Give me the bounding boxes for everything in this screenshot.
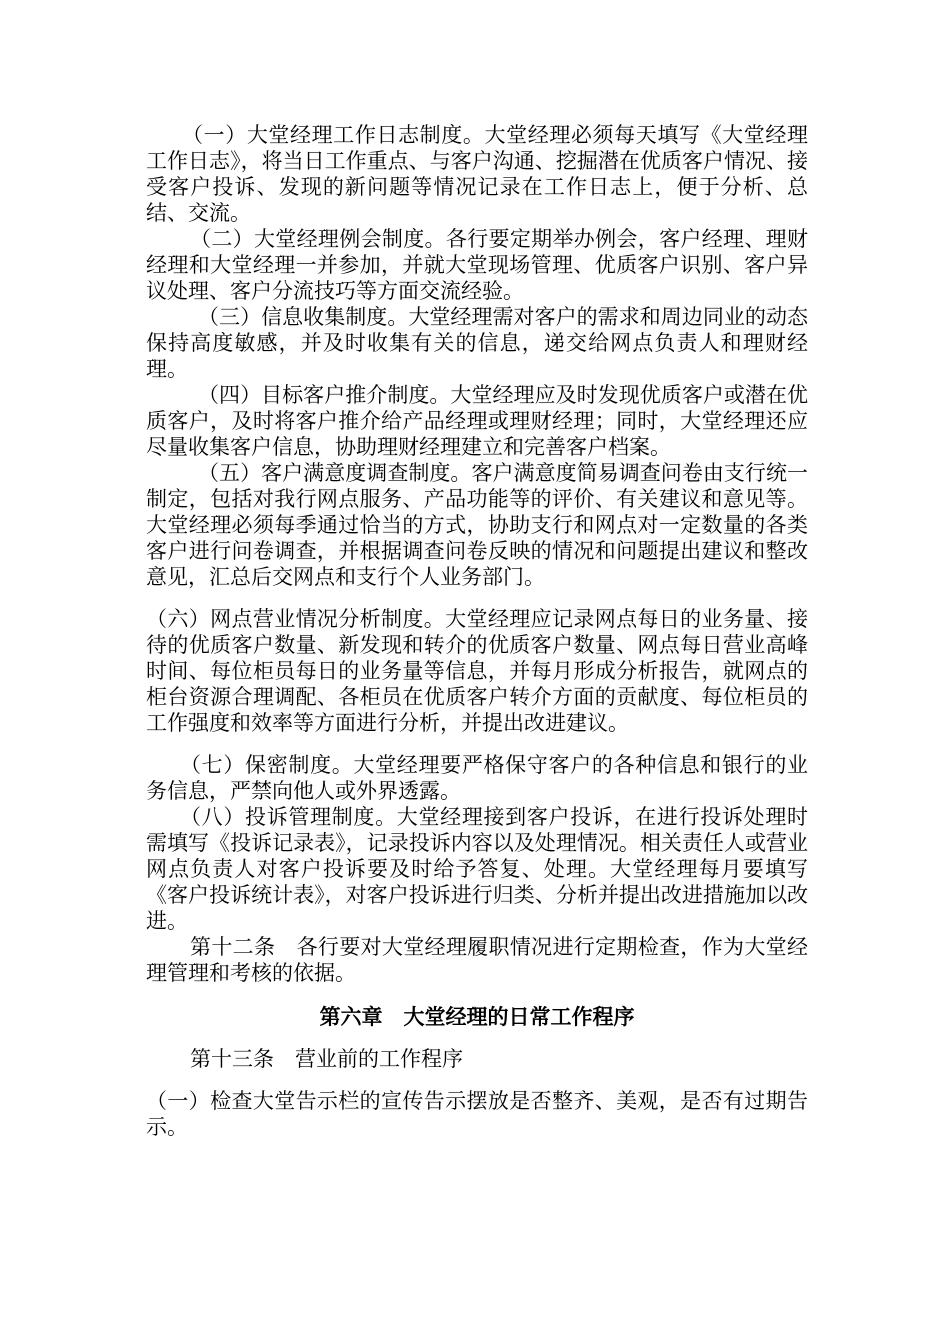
paragraph-business-analysis: （六）网点营业情况分析制度。大堂经理应记录网点每日的业务量、接待的优质客户数量、新发现和转介的优质客户数量、网点每日营业高峰时间、每位柜员每日的业务量等信息，并每月形成分析报告，就网点的柜台资源合理调配、各柜员在优质客户转介方面的贡献度、每位柜员的工作强度和效率等方面进行分析，并提出改进建议。 [146, 607, 808, 735]
paragraph-meeting: （二）大堂经理例会制度。各行要定期举办例会，客户经理、理财经理和大堂经理一并参加，并就大堂现场管理、优质客户识别、客户异议处理、客户分流技巧等方面交流经验。 [146, 227, 808, 303]
paragraph-check-bulletin: （一）检查大堂告示栏的宣传告示摆放是否整齐、美观，是否有过期告示。 [146, 1089, 808, 1139]
paragraph-target-client: （四）目标客户推介制度。大堂经理应及时发现优质客户或潜在优质客户，及时将客户推介给产品经理或理财经理；同时，大堂经理还应尽量收集客户信息，协助理财经理建立和完善客户档案。 [146, 383, 808, 459]
article-13-title: 第十三条 营业前的工作程序 [190, 1047, 463, 1071]
paragraph-confidentiality: （七）保密制度。大堂经理要严格保守客户的各种信息和银行的业务信息，严禁向他人或外界透露。 [146, 753, 808, 803]
paragraph-satisfaction-survey: （五）客户满意度调查制度。客户满意度简易调查问卷由支行统一制定，包括对我行网点服务、产品功能等的评价、有关建议和意见等。大堂经理必须每季通过恰当的方式，协助支行和网点对一定数量的各类客户进行问卷调查，并根据调查问卷反映的情况和问题提出建议和整改意见，汇总后交网点和支行个人业务部门。 [146, 461, 808, 589]
document-page [146, 122, 808, 1140]
paragraph-work-log: （一）大堂经理工作日志制度。大堂经理必须每天填写《大堂经理工作日志》，将当日工作重点、与客户沟通、挖掘潜在优质客户情况、接受客户投诉、发现的新问题等情况记录在工作日志上，便于分析、总结、交流。 [146, 123, 808, 225]
paragraph-article-12: 第十二条 各行要对大堂经理履职情况进行定期检查，作为大堂经理管理和考核的依据。 [146, 935, 808, 985]
paragraph-info-collection: （三）信息收集制度。大堂经理需对客户的需求和周边同业的动态保持高度敏感，并及时收集有关的信息，递交给网点负责人和理财经理。 [146, 305, 808, 381]
chapter-heading: 第六章 大堂经理的日常工作程序 [319, 1005, 635, 1029]
paragraph-complaint-management: （八）投诉管理制度。大堂经理接到客户投诉，在进行投诉处理时需填写《投诉记录表》，记录投诉内容以及处理情况。相关责任人或营业网点负责人对客户投诉要及时给予答复、处理。大堂经理每月要填写《客户投诉统计表》，对客户投诉进行归类、分析并提出改进措施加以改进。 [146, 805, 808, 933]
